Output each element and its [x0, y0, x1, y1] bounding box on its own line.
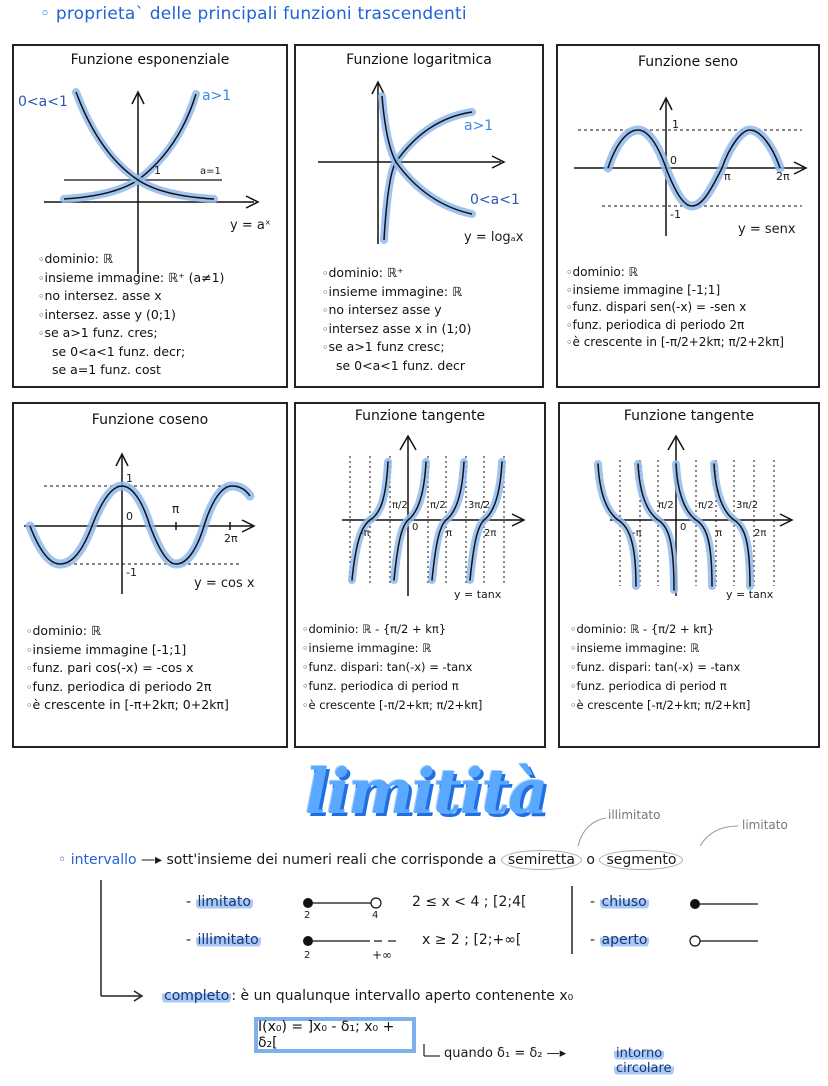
property: ◦ è crescente in [-π/2+2kπ; π/2+2kπ] — [566, 334, 784, 352]
label-minus-pi: -π — [632, 528, 642, 539]
circolare-word: circolare — [616, 1061, 672, 1076]
label-a-gt-1: a>1 — [464, 118, 494, 134]
num-4: 4 — [372, 910, 379, 921]
label-pi: π — [716, 528, 723, 539]
formula-box: I(x₀) = ]x₀ - δ₁; x₀ + δ₂[ — [254, 1017, 416, 1053]
card-title: Funzione tangente — [623, 408, 755, 424]
property: ◦ se a>1 funz. cres; — [38, 324, 224, 343]
property: ◦ funz. dispari: tan(-x) = -tanx — [302, 658, 482, 677]
card-title: Funzione tangente — [354, 408, 486, 424]
properties-list — [26, 622, 229, 715]
card-title: Funzione seno — [637, 54, 739, 70]
card-title: Funzione logaritmica — [346, 52, 492, 68]
label-minus-one: -1 — [670, 208, 681, 221]
dash: - — [590, 894, 596, 910]
segmento-term: segmento — [599, 850, 683, 870]
properties-list — [570, 620, 750, 715]
properties-list — [566, 264, 784, 352]
card-title: Funzione coseno — [91, 412, 209, 428]
label-minus-one: -1 — [126, 566, 137, 579]
label-zero: 0 — [680, 522, 687, 533]
label-minus-pi: -π — [360, 528, 370, 539]
property: ◦ funz. dispari sen(-x) = -sen x — [566, 299, 784, 317]
properties-list — [38, 250, 224, 380]
property: ◦ funz. periodica di period π — [302, 677, 482, 696]
section-title: limitità — [305, 755, 547, 828]
label-one: 1 — [154, 164, 161, 177]
label-completo: completo — [164, 988, 230, 1004]
equation: y = cos x — [194, 576, 255, 591]
page-heading: ◦ proprieta` delle principali funzioni trascendenti — [40, 4, 467, 24]
property: ◦ insieme immagine: ℝ — [302, 639, 482, 658]
dash: - — [590, 932, 596, 948]
property: ◦ intersez. asse y (0;1) — [38, 306, 224, 325]
property: ◦ intersez asse x in (1;0) — [322, 320, 471, 339]
property: ◦ no intersez. asse x — [38, 287, 224, 306]
label-zero: 0 — [412, 522, 419, 533]
dash: - — [186, 894, 192, 910]
property: ◦ insieme immagine: ℝ⁺ (a≠1) — [38, 269, 224, 288]
label-half-pi-neg: π/2 — [658, 500, 674, 511]
label-zero: 0 — [670, 154, 677, 167]
property: ◦ è crescente [-π/2+kπ; π/2+kπ] — [302, 696, 482, 715]
num-2: 2 — [304, 950, 311, 961]
label-two-pi: 2π — [224, 532, 238, 545]
property: ◦ dominio: ℝ - {π/2 + kπ} — [570, 620, 750, 639]
card-tangent-2 — [558, 402, 820, 748]
expr-illimitato: x ≥ 2 ; [2;+∞[ — [422, 932, 522, 948]
annotation-illimitato: illimitato — [608, 808, 661, 822]
intervallo-definition — [58, 852, 683, 868]
property: ◦ dominio: ℝ⁺ — [322, 264, 471, 283]
intorno-circolare — [614, 1046, 674, 1076]
equation: y = senx — [738, 222, 796, 237]
label-zero: 0 — [126, 510, 133, 523]
label-half-pi-neg: π/2 — [392, 500, 408, 511]
cosine-graph — [14, 448, 290, 618]
property: ◦ funz. pari cos(-x) = -cos x — [26, 659, 229, 678]
property: ◦ funz. dispari: tan(-x) = -tanx — [570, 658, 750, 677]
row-chiuso — [590, 894, 649, 910]
label-two-pi: 2π — [754, 528, 767, 539]
label-pi: π — [446, 528, 453, 539]
label-limitato: limitato — [197, 894, 251, 910]
property: ◦ se a>1 funz cresc; — [322, 338, 471, 357]
property: ◦ insieme immagine: ℝ — [570, 639, 750, 658]
label-chiuso: chiuso — [601, 894, 647, 910]
label-a-eq-1: a=1 — [200, 166, 221, 177]
num-infinity: +∞ — [372, 948, 393, 962]
label-three-half-pi: 3π/2 — [736, 500, 759, 511]
equation: y = logₐx — [464, 230, 524, 245]
property: ◦ è crescente in [-π+2kπ; 0+2kπ] — [26, 696, 229, 715]
card-title: Funzione esponenziale — [70, 52, 230, 68]
dash: - — [186, 932, 192, 948]
definition-text: sott'insieme dei numeri reali che corrisponde a — [166, 852, 497, 868]
property: ◦ dominio: ℝ - {π/2 + kπ} — [302, 620, 482, 639]
label-a-gt-1: a>1 — [202, 88, 232, 104]
properties-list — [322, 264, 471, 375]
row-limitato — [186, 894, 253, 910]
semiretta-term: semiretta — [501, 850, 582, 870]
label-one: 1 — [672, 118, 679, 131]
label-aperto: aperto — [601, 932, 648, 948]
property: ◦ è crescente [-π/2+kπ; π/2+kπ] — [570, 696, 750, 715]
card-cosine — [12, 402, 288, 748]
tangent-graph — [560, 430, 822, 610]
card-tangent — [294, 402, 546, 748]
bullet-icon: ◦ — [40, 4, 56, 24]
tangent-graph — [296, 430, 548, 610]
card-logarithmic — [294, 44, 544, 388]
expr-limitato: 2 ≤ x < 4 ; [2;4[ — [412, 894, 527, 910]
label-half-pi: π/2 — [430, 500, 446, 511]
intervallo-label: ◦ intervallo — [58, 852, 137, 868]
property-continuation: se 0<a<1 funz. decr — [336, 357, 466, 373]
property: ◦ no intersez asse y — [322, 301, 471, 320]
label-half-pi: π/2 — [698, 500, 714, 511]
property: ◦ dominio: ℝ — [38, 250, 224, 269]
card-exponential — [12, 44, 288, 388]
card-sine — [556, 44, 820, 388]
label-one: 1 — [126, 472, 133, 485]
property: ◦ insieme immagine [-1;1] — [566, 282, 784, 300]
label-three-half-pi: 3π/2 — [468, 500, 491, 511]
label-pi: π — [724, 170, 731, 183]
equation: y = aˣ — [230, 218, 271, 233]
label-two-pi: 2π — [776, 170, 790, 183]
completo-text: : è un qualunque intervallo aperto contenente x₀ — [231, 988, 574, 1004]
property: ◦ insieme immagine: ℝ — [322, 283, 471, 302]
row-illimitato — [186, 932, 261, 948]
arrow-icon: —▸ — [141, 852, 163, 868]
intorno-word: intorno — [616, 1046, 663, 1061]
property-continuation: se 0<a<1 funz. decr; — [52, 343, 186, 359]
completo-definition — [162, 988, 573, 1004]
row-aperto — [590, 932, 649, 948]
equation: y = tanx — [726, 588, 774, 601]
property: ◦ funz. periodica di periodo 2π — [566, 317, 784, 335]
label-illimitato: illimitato — [197, 932, 259, 948]
quando-text: quando δ₁ = δ₂ —▸ — [444, 1046, 567, 1061]
property: ◦ funz. periodica di periodo 2π — [26, 678, 229, 697]
equation: y = tanx — [454, 588, 502, 601]
property: ◦ dominio: ℝ — [26, 622, 229, 641]
property: ◦ funz. periodica di period π — [570, 677, 750, 696]
num-2: 2 — [304, 910, 311, 921]
property-continuation: se a=1 funz. cost — [52, 362, 161, 377]
label-two-pi: 2π — [484, 528, 497, 539]
label-0a1: 0<a<1 — [470, 192, 520, 208]
properties-list — [302, 620, 482, 715]
property: ◦ insieme immagine [-1;1] — [26, 641, 229, 660]
property: ◦ dominio: ℝ — [566, 264, 784, 282]
label-pi: π — [172, 502, 180, 516]
annotation-limitato: limitato — [742, 818, 788, 832]
label-0a1: 0<a<1 — [18, 94, 68, 110]
or-word: o — [586, 852, 595, 868]
